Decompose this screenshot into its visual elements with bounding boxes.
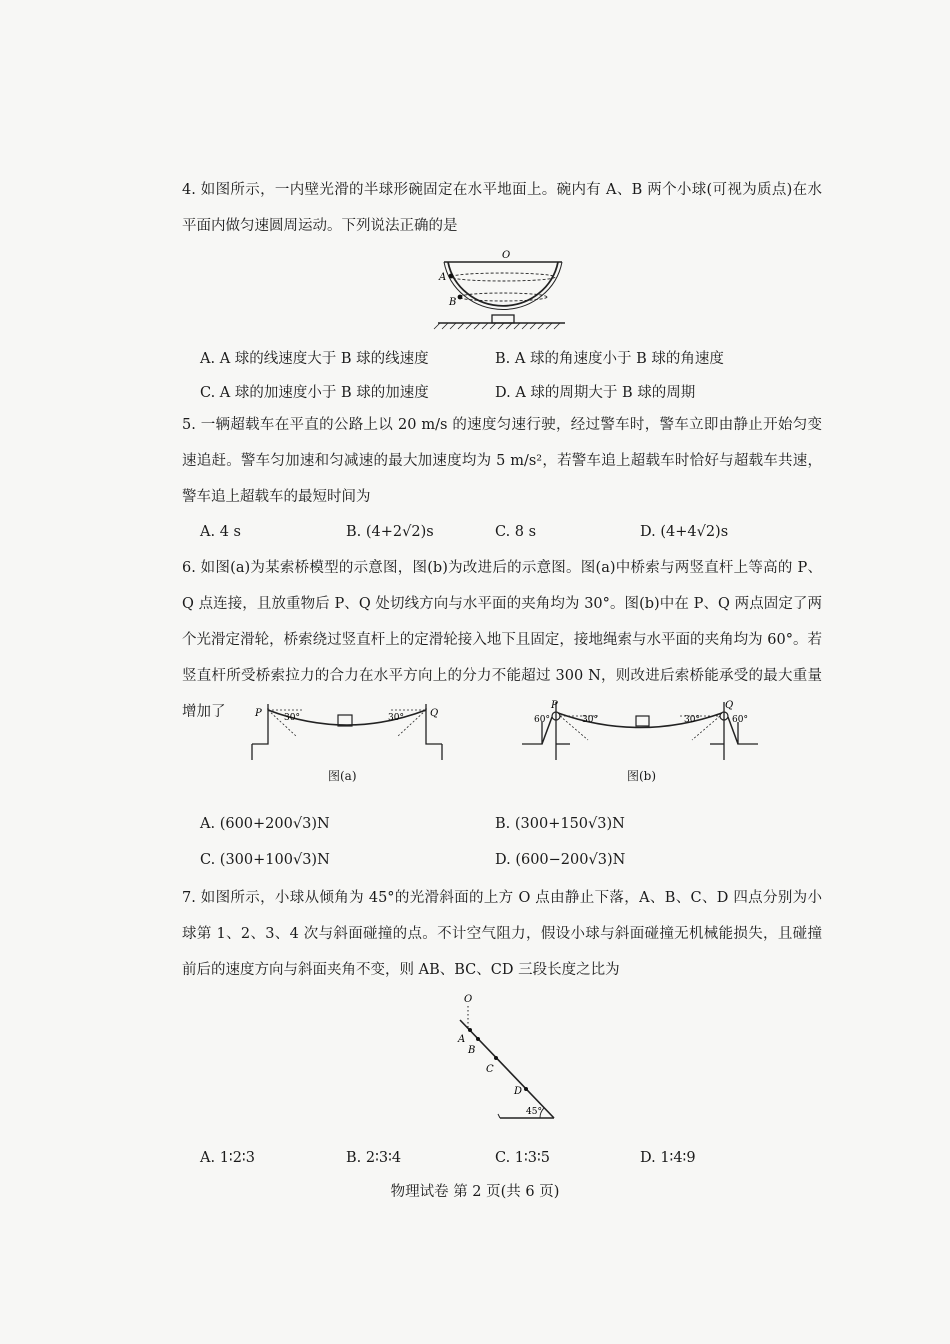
figure-b-caption: 图(b) [627, 769, 657, 783]
question-5-text: 5. 一辆超载车在平直的公路上以 20 m/s 的速度匀速行驶，经过警车时，警车立即由静止开始匀变速追赶。警车匀加速和匀减速的最大加速度均为 5 m/s²，若警车追上超载车时恰好与超载车共速，警车追上超载车的最短时间为 [182, 417, 822, 505]
page-footer: 物理试卷 第 2 页(共 6 页) [390, 1184, 560, 1200]
question-6-text: 6. 如图(a)为某索桥模型的示意图，图(b)为改进后的示意图。图(a)中桥索与两竖直杆上等高的 P、Q 点连接，且放重物后 P、Q 处切线方向与水平面的夹角均为 30°。图(b)中在 P、Q 两点固定了两个光滑定滑轮，桥索绕过竖直杆上的定滑轮接入地下且固定，接地绳索与水平面的夹角均为 60°。若竖直杆所受桥索拉力的合力在水平方向上的分力不能超过 300 N，则改进后索桥能承受的最大重量增加了 [182, 560, 822, 720]
label-q: Q [725, 700, 734, 711]
label-a: A [458, 1034, 466, 1045]
option-a[interactable]: A. A 球的线速度大于 B 球的线速度 [200, 351, 429, 367]
option-d[interactable]: D. 1∶4∶9 [640, 1150, 696, 1166]
question-6-figure-a [248, 700, 448, 760]
label-q: Q [430, 708, 439, 719]
question-6-figure-b [520, 698, 760, 760]
label-o: O [464, 994, 473, 1005]
question-4-text: 4. 如图所示，一内壁光滑的半球形碗固定在水平地面上。碗内有 A、B 两个小球(可视为质点)在水平面内做匀速圆周运动。下列说法正确的是 [182, 182, 822, 234]
angle-left-inner: 30° [582, 715, 598, 725]
option-a[interactable]: A. 1∶2∶3 [200, 1150, 255, 1166]
option-c[interactable]: C. 1∶3∶5 [495, 1150, 551, 1166]
label-b: B [468, 1045, 476, 1056]
option-b[interactable]: B. A 球的角速度小于 B 球的角速度 [495, 351, 724, 367]
question-4-figure [430, 245, 570, 335]
angle-right-inner: 30° [684, 715, 700, 725]
option-c[interactable]: C. A 球的加速度小于 B 球的加速度 [200, 385, 429, 401]
angle-right-outer: 60° [732, 715, 748, 725]
label-c: C [486, 1064, 494, 1075]
angle-left: 30° [284, 713, 300, 723]
option-d[interactable]: D. (4+4√2)s [640, 524, 729, 540]
label-b: B [449, 297, 457, 308]
option-b[interactable]: B. (4+2√2)s [346, 524, 434, 540]
option-b[interactable]: B. 2∶3∶4 [346, 1150, 402, 1166]
figure-a-caption: 图(a) [328, 769, 357, 783]
option-a[interactable]: A. 4 s [200, 524, 241, 540]
option-d[interactable]: D. A 球的周期大于 B 球的周期 [495, 385, 696, 401]
angle-label: 45° [526, 1107, 542, 1117]
option-d[interactable]: D. (600−200√3)N [495, 852, 626, 868]
angle-right: 30° [388, 713, 404, 723]
option-c[interactable]: C. 8 s [495, 524, 537, 540]
option-b[interactable]: B. (300+150√3)N [495, 816, 625, 832]
label-a: A [439, 272, 447, 283]
label-p: P [551, 700, 558, 711]
label-o: O [502, 250, 511, 261]
question-7-figure [440, 990, 570, 1125]
option-a[interactable]: A. (600+200√3)N [200, 816, 330, 832]
label-d: D [514, 1086, 523, 1097]
option-c[interactable]: C. (300+100√3)N [200, 852, 330, 868]
question-7-text: 7. 如图所示，小球从倾角为 45°的光滑斜面的上方 O 点由静止下落，A、B、C、D 四点分别为小球第 1、2、3、4 次与斜面碰撞的点。不计空气阻力，假设小球与斜面碰撞无机械能损失，且碰撞前后的速度方向与斜面夹角不变，则 AB、BC、CD 三段长度之比为 [182, 890, 822, 978]
label-p: P [255, 708, 262, 719]
angle-left-outer: 60° [534, 715, 550, 725]
